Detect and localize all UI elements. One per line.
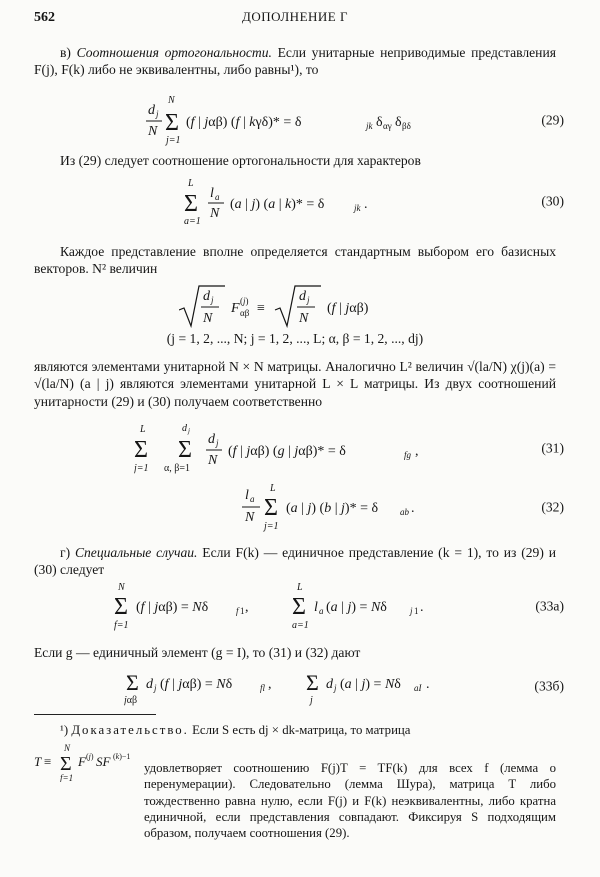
equation-29	[34, 94, 564, 146]
equation-number: (29)	[541, 112, 564, 128]
svg-text:δ: δ	[395, 115, 402, 130]
svg-text:a=1: a=1	[184, 216, 201, 226]
equation-formula	[34, 176, 524, 226]
svg-text:1: 1	[414, 606, 419, 616]
svg-text:L: L	[297, 582, 303, 593]
paragraph-basis: Каждое представление вполне определяется стандартным выбором его базисных векторов. N² величин	[34, 244, 556, 277]
svg-text:N: N	[203, 311, 213, 326]
svg-text:d: d	[326, 677, 333, 692]
svg-text:jk: jk	[366, 121, 373, 131]
svg-text:Σ: Σ	[60, 753, 72, 775]
svg-text:j: j	[410, 606, 413, 616]
equation-formula	[34, 282, 564, 330]
running-title: ДОПОЛНЕНИЕ Г	[241, 9, 348, 24]
paragraph-characters: Из (29) следует соотношение ортогональности для характеров	[60, 153, 421, 168]
equation-number: (33б)	[534, 678, 564, 694]
equation-29-graphic	[144, 94, 414, 146]
equation-30	[34, 176, 564, 226]
svg-text:N: N	[208, 453, 218, 468]
svg-text:Σ: Σ	[292, 594, 306, 620]
svg-text:1: 1	[240, 606, 245, 616]
svg-text:T: T	[34, 754, 42, 769]
paragraph-unitary: являются элементами унитарной N × N матрицы. Аналогично L² величин √(la/N) χ(j)(a) = √(la/N) (a | j) являются элементами унитарной L × L матрицы. Из двух соотношений унитарности (29) и (30) получаем соответственно	[34, 359, 556, 409]
equation-33a	[34, 580, 564, 632]
svg-text:(a | j) = Nδ: (a | j) = Nδ	[340, 677, 401, 692]
svg-text:j: j	[216, 438, 219, 448]
footnote	[34, 722, 556, 738]
svg-text:d: d	[182, 423, 187, 434]
footnote-formula-graphic	[34, 742, 138, 782]
svg-text:SF: SF	[96, 754, 111, 769]
equation-number: (33а)	[535, 598, 564, 614]
svg-text:j: j	[188, 427, 190, 435]
svg-text:(a | j) = Nδ: (a | j) = Nδ	[326, 600, 387, 615]
paragraph-text: Если унитарные неприводимые представления F(j), F(k) либо не эквивалентны, либо равны¹), то	[34, 45, 556, 78]
svg-text:N: N	[148, 124, 158, 139]
section-label-g: г)	[60, 545, 71, 560]
svg-text:f=1: f=1	[114, 620, 129, 631]
svg-text:L: L	[188, 178, 194, 189]
equation-31	[34, 420, 564, 476]
svg-text:l: l	[314, 600, 318, 615]
svg-text:βδ: βδ	[402, 121, 411, 131]
equation-number: (31)	[541, 440, 564, 456]
svg-text:N: N	[245, 510, 255, 525]
equation-number: (30)	[541, 193, 564, 209]
svg-text:Σ: Σ	[126, 670, 139, 695]
equation-33b	[34, 664, 564, 708]
svg-text:a: a	[250, 494, 255, 504]
index-ranges: (j = 1, 2, ..., N; j = 1, 2, ..., L; α, β = 1, 2, ..., dj)	[166, 331, 424, 346]
svg-text:N: N	[210, 206, 220, 221]
svg-text:j: j	[154, 683, 157, 693]
equation-30-graphic	[184, 176, 374, 226]
svg-text:j: j	[310, 695, 313, 706]
svg-text:Σ: Σ	[184, 191, 198, 217]
svg-text:fg: fg	[404, 450, 412, 460]
svg-text:≡: ≡	[44, 754, 52, 769]
footnote-label: ¹)	[60, 723, 69, 737]
svg-text:d: d	[146, 677, 153, 692]
footnote-divider	[34, 714, 156, 715]
svg-text:a: a	[215, 192, 220, 202]
paragraph-unit-element: Если g — единичный элемент (g = I), то (31) и (32) дают	[34, 645, 361, 660]
equation-33a-graphic	[114, 580, 444, 632]
equation-32-graphic	[242, 481, 422, 533]
svg-text:≡: ≡	[257, 301, 265, 316]
section-title-orthogonality: Соотношения ортогональности.	[76, 45, 272, 60]
footnote-title: Доказательство.	[71, 723, 189, 737]
svg-text:f=1: f=1	[60, 773, 74, 782]
svg-text:N: N	[168, 95, 175, 106]
footnote-text-2: удовлетворяет соотношению F(j)T = TF(k) для всех f (лемма о перенумерации). Следовательно (лемма Шура), матрица T либо тождественно равна нулю, если F(j) и F(k) неэквивалентны, либо кратна единичной, если представления совпадают. Фиксируя S подходящим образом, получаем соотношения (29).	[144, 761, 556, 840]
svg-text:l: l	[245, 488, 249, 503]
equation-32	[34, 481, 564, 533]
svg-text:(f | jαβ): (f | jαβ)	[327, 301, 369, 316]
equation-33b-graphic	[124, 664, 434, 708]
svg-text:j=1: j=1	[264, 521, 279, 532]
svg-text:fl: fl	[260, 683, 266, 693]
equation-formula	[34, 94, 524, 146]
svg-text:d: d	[203, 289, 210, 304]
svg-text:,: ,	[415, 444, 419, 459]
svg-text:N: N	[118, 582, 125, 593]
svg-text:d: d	[208, 432, 215, 447]
page-header	[34, 9, 556, 29]
svg-text:j: j	[307, 295, 310, 305]
svg-text:aI: aI	[414, 683, 422, 693]
paragraph-orthogonality	[34, 44, 556, 79]
svg-text:(k)−1: (k)−1	[113, 752, 131, 761]
svg-text:(f | jαβ) (g | jαβ)* = δ: (f | jαβ) (g | jαβ)* = δ	[228, 444, 346, 459]
svg-text:(j): (j)	[86, 752, 94, 761]
svg-text:d: d	[299, 289, 306, 304]
svg-text:j: j	[211, 295, 214, 305]
svg-text:N: N	[299, 311, 309, 326]
svg-text:a=1: a=1	[292, 620, 309, 631]
svg-text:αγ: αγ	[383, 121, 392, 131]
svg-text:d: d	[148, 103, 155, 118]
paragraph-special-cases	[34, 544, 556, 579]
equation-formula	[34, 664, 524, 708]
equation-formula	[34, 580, 524, 632]
svg-text:Σ: Σ	[264, 495, 278, 521]
svg-text:Σ: Σ	[134, 437, 148, 463]
svg-text:Σ: Σ	[114, 594, 128, 620]
svg-text:j=1: j=1	[134, 463, 149, 474]
svg-text:(a | j) (a | k)* = δ: (a | j) (a | k)* = δ	[230, 197, 325, 212]
svg-text:,: ,	[245, 600, 249, 615]
svg-text:(f | jαβ) = Nδ: (f | jαβ) = Nδ	[136, 600, 209, 615]
footnote-text-1: Если S есть dj × dk-матрица, то матрица	[192, 723, 411, 737]
section-label-v: в)	[60, 45, 71, 60]
svg-text:L: L	[270, 483, 276, 494]
svg-text:F: F	[78, 754, 86, 769]
svg-text:f: f	[236, 606, 239, 616]
svg-text:ab: ab	[400, 507, 409, 517]
svg-text:a: a	[319, 606, 324, 616]
svg-text:Σ: Σ	[178, 437, 192, 463]
page-number: 562	[34, 10, 55, 25]
svg-text:j=1: j=1	[166, 135, 181, 146]
svg-text:δ: δ	[376, 115, 383, 130]
svg-text:L: L	[140, 424, 146, 435]
svg-text:Σ: Σ	[306, 670, 319, 695]
svg-text:(f | jαβ) = Nδ: (f | jαβ) = Nδ	[160, 677, 233, 692]
equation-sqrt	[34, 282, 564, 330]
svg-text:αβ: αβ	[240, 308, 250, 318]
svg-text:Σ: Σ	[165, 110, 179, 136]
svg-text:α, β=1: α, β=1	[164, 463, 190, 474]
svg-text:.: .	[426, 677, 430, 692]
svg-text:,: ,	[268, 677, 272, 692]
equation-number: (32)	[541, 499, 564, 515]
svg-text:.: .	[411, 501, 415, 516]
svg-text:.: .	[420, 600, 424, 615]
paragraph-text: Если F(k) — единичное представление (k = 1), то из (29) и (30) следует	[34, 545, 556, 578]
svg-text:jk: jk	[354, 203, 361, 213]
svg-text:(a | j) (b | j)* = δ: (a | j) (b | j)* = δ	[286, 501, 379, 516]
svg-text:(f | jαβ) (f | kγδ)* = δ: (f | jαβ) (f | kγδ)* = δ	[186, 115, 302, 130]
equation-formula	[34, 420, 524, 476]
equation-formula	[34, 481, 524, 533]
svg-text:.: .	[364, 197, 368, 212]
svg-text:j: j	[334, 683, 337, 693]
svg-text:(j): (j)	[240, 296, 249, 306]
equation-31-graphic	[134, 420, 424, 476]
svg-text:j: j	[156, 109, 159, 119]
section-title-special-cases: Специальные случаи.	[74, 545, 198, 560]
svg-text:F: F	[231, 301, 240, 316]
equation-sqrt-graphic	[179, 282, 419, 330]
footnote-formula	[34, 742, 138, 786]
svg-text:N: N	[64, 743, 71, 753]
svg-text:l: l	[210, 186, 214, 201]
svg-text:jαβ: jαβ	[124, 695, 138, 706]
